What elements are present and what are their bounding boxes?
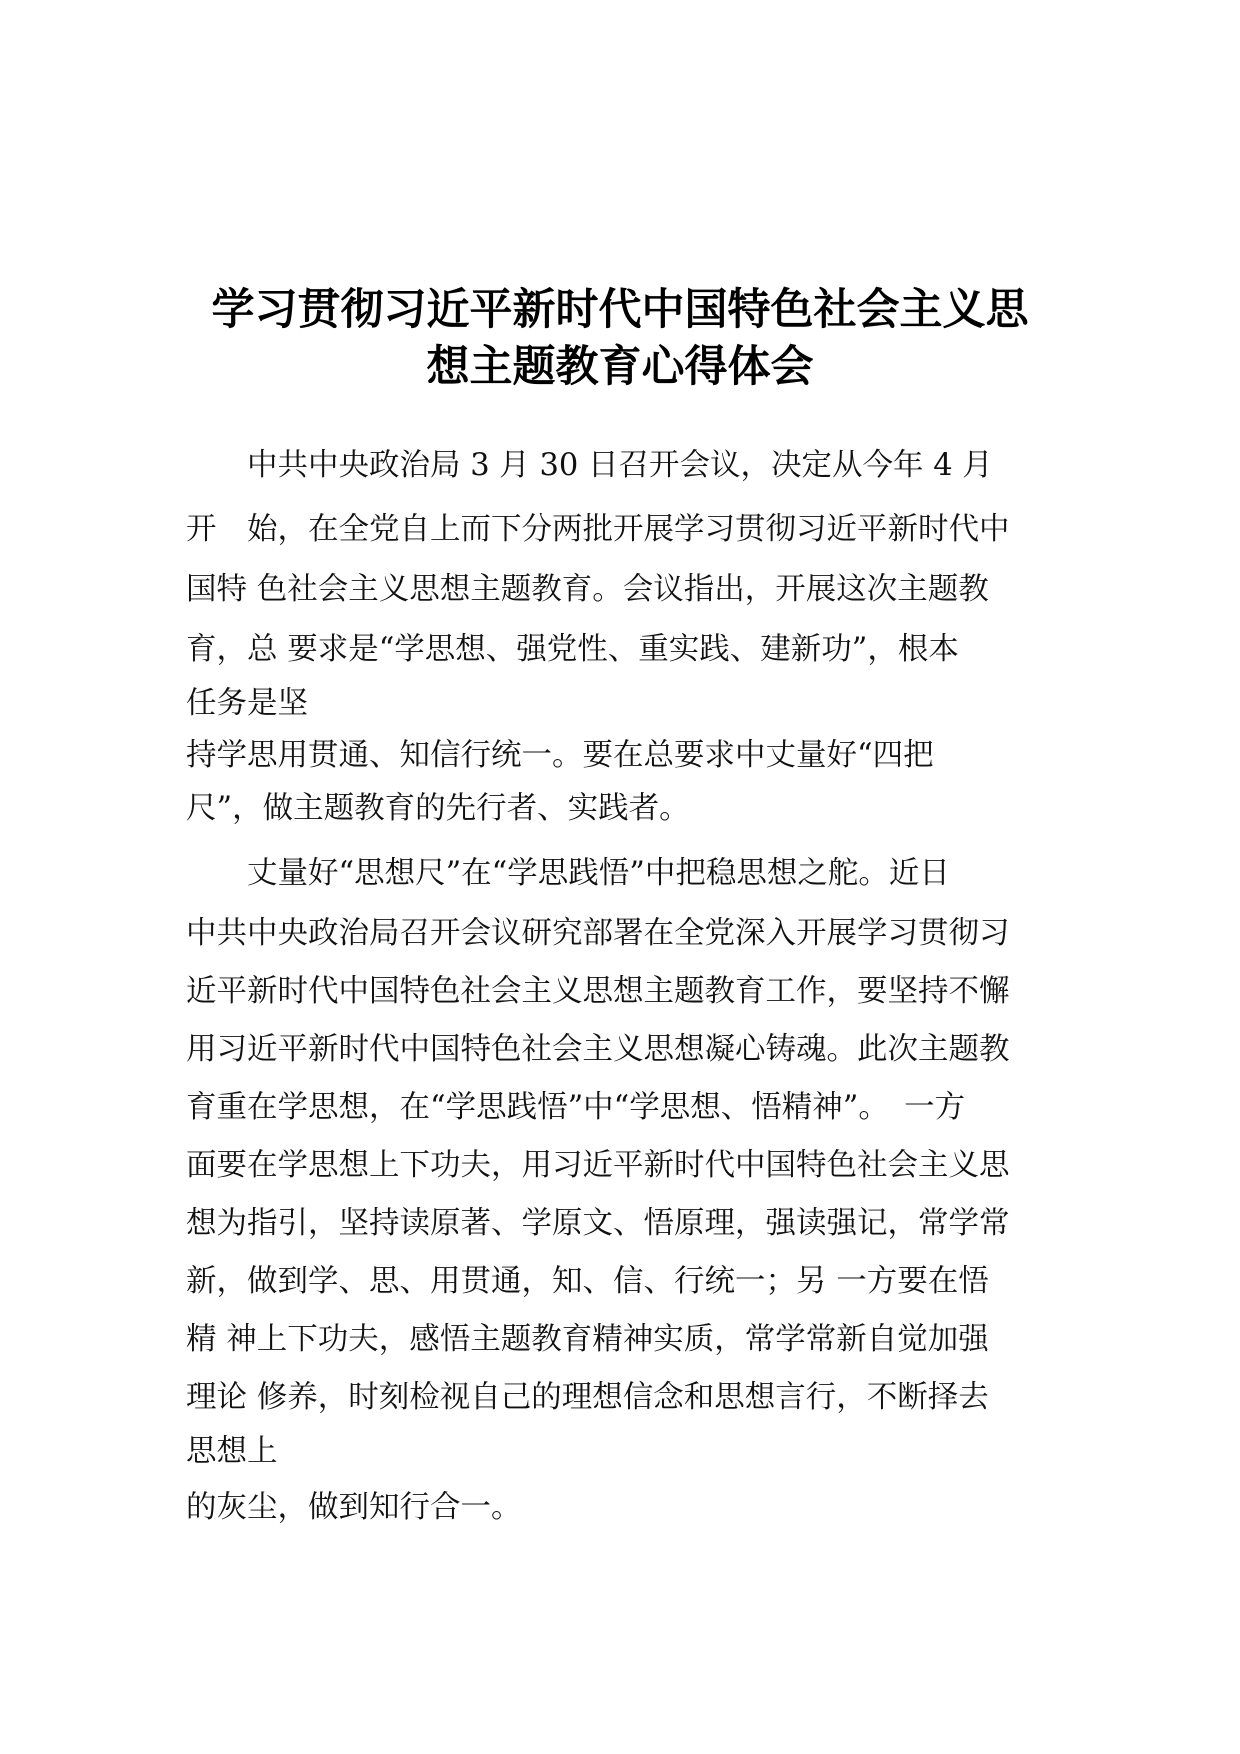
paragraph-line: 开 始，在全党自上而下分两批开展学习贯彻习近平新时代中 xyxy=(186,512,1010,547)
paragraph-line: 育，总 要求是“学思想、强党性、重实践、建新功”，根本 xyxy=(186,632,959,667)
paragraph-line: 国特 色社会主义思想主题教育。会议指出，开展这次主题教 xyxy=(186,572,989,607)
title-line-1: 学习贯彻习近平新时代中国特色社会主义思 xyxy=(211,285,1029,335)
paragraph-line: 持学思用贯通、知信行统一。要在总要求中丈量好“四把 xyxy=(186,738,934,773)
paragraph-line: 的灰尘，做到知行合一。 xyxy=(186,1490,522,1525)
paragraph-line: 丈量好“思想尺”在“学思践悟”中把稳思想之舵。近日 xyxy=(186,856,950,891)
paragraph-line: 想为指引，坚持读原著、学原文、悟原理，强读强记，常学常 xyxy=(186,1206,1010,1241)
paragraph-line: 任务是坚 xyxy=(186,686,308,721)
paragraph-line: 新，做到学、思、用贯通，知、信、行统一；另 一方要在悟 xyxy=(186,1264,989,1299)
document-title xyxy=(150,282,1090,396)
paragraph-line: 近平新时代中国特色社会主义思想主题教育工作，要坚持不懈 xyxy=(186,974,1010,1009)
paragraph-line: 育重在学思想，在“学思践悟”中“学思想、悟精神”。 一方 xyxy=(186,1090,966,1125)
paragraph-line: 思想上 xyxy=(186,1434,278,1469)
paragraph-line: 用习近平新时代中国特色社会主义思想凝心铸魂。此次主题教 xyxy=(186,1032,1010,1067)
paragraph-line: 中共中央政治局 3 月 30 日召开会议，决定从今年 4 月 xyxy=(186,448,993,483)
paragraph-line: 面要在学思想上下功夫，用习近平新时代中国特色社会主义思 xyxy=(186,1148,1010,1183)
paragraph-line: 中共中央政治局召开会议研究部署在全党深入开展学习贯彻习 xyxy=(186,916,1010,951)
paragraph-line: 尺”，做主题教育的先行者、实践者。 xyxy=(186,791,690,826)
paragraph-line: 理论 修养，时刻检视自己的理想信念和思想言行，不断择去 xyxy=(186,1380,989,1415)
title-line-2: 想主题教育心得体会 xyxy=(426,342,814,392)
paragraph-line: 精 神上下功夫，感悟主题教育精神实质，常学常新自觉加强 xyxy=(186,1322,989,1357)
